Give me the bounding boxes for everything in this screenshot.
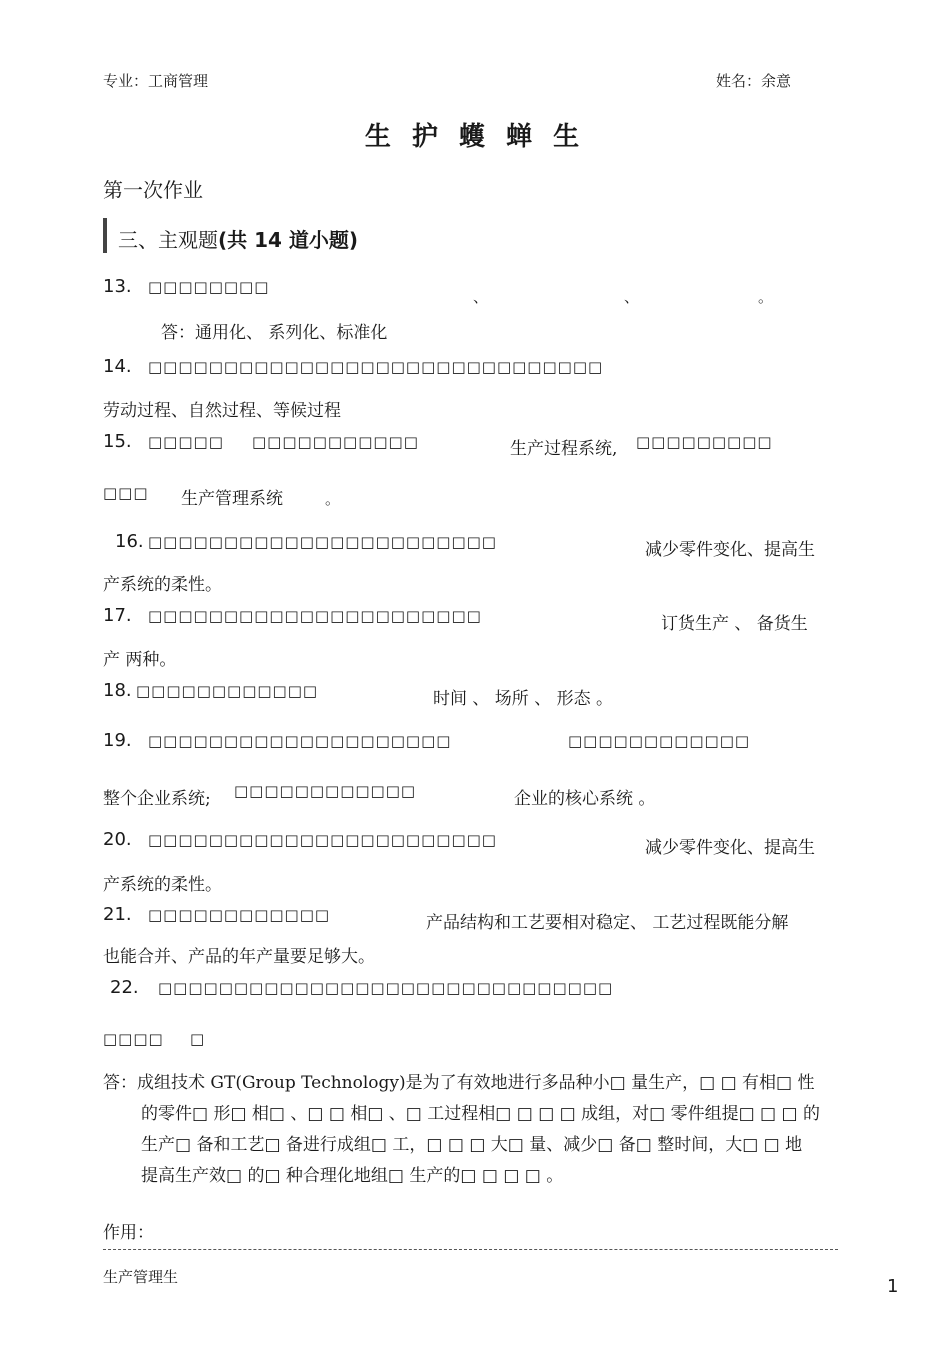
q20-answer-part2: 产系统的柔性。 — [103, 875, 222, 895]
q19-answer1: 整个企业系统; — [103, 789, 211, 809]
q13-sep2: 、 — [624, 288, 640, 306]
q15-end: 。 — [325, 490, 341, 508]
q16-answer-part1: 减少零件变化、提高生 — [645, 540, 815, 560]
q22-answer — [103, 1068, 838, 1192]
q13-end: 。 — [758, 288, 774, 306]
q14-number: 14. — [103, 356, 132, 377]
q13-sep1: 、 — [473, 288, 489, 306]
q21-answer-part2: 也能合并、产品的年产量要足够大。 — [103, 947, 375, 967]
q16-question: □□□□□□□□□□□□□□□□□□□□□□□ — [148, 533, 497, 551]
q15-answer1: 生产过程系统, — [510, 439, 618, 459]
q15-question-part2: □□□□□□□□□□□ — [252, 433, 419, 451]
q22-answer-line4: 提高生产效□ 的□ 种合理化地组□ 生产的□ □ □ □ 。 — [141, 1166, 564, 1186]
q21-question: □□□□□□□□□□□□ — [148, 906, 331, 924]
major-label: 专业：工商管理 — [103, 72, 209, 90]
q22-answer-line2: 的零件□ 形□ 相□ 、□ □ 相□ 、□ 工过程相□ □ □ □ 成组，对□ 零件组提□ □ □ 的 — [141, 1104, 820, 1124]
q16-answer-part2: 产系统的柔性。 — [103, 575, 222, 595]
footer-divider — [103, 1249, 838, 1250]
q14-question: □□□□□□□□□□□□□□□□□□□□□□□□□□□□□□ — [148, 358, 604, 376]
q13-number: 13. — [103, 276, 132, 297]
q19-number: 19. — [103, 730, 132, 751]
q20-question: □□□□□□□□□□□□□□□□□□□□□□□ — [148, 831, 497, 849]
student-name-label: 姓名：余意 — [716, 72, 792, 90]
page-title: 生 护 蠖 蝉 生 — [364, 122, 586, 152]
q14-answer: 劳动过程、自然过程、等候过程 — [103, 401, 341, 421]
q19-answer2: 企业的核心系统 。 — [514, 789, 656, 809]
q19-question-part1: □□□□□□□□□□□□□□□□□□□□ — [148, 732, 452, 750]
q17-question: □□□□□□□□□□□□□□□□□□□□□□ — [148, 607, 482, 625]
q13-question: □□□□□□□□ — [148, 278, 270, 296]
q18-number: 18. — [103, 680, 132, 701]
q20-number: 20. — [103, 829, 132, 850]
q19-question-part3: □□□□□□□□□□□□ — [234, 782, 417, 800]
footer-doc-name: 生产管理生 — [103, 1268, 179, 1286]
q22-answer-line1: 答：成组技术 GT(Group Technology)是为了有效地进行多品种小□ 量生产，□ □ 有相□ 性 — [103, 1073, 815, 1093]
q21-number: 21. — [103, 904, 132, 925]
q15-question-part1: □□□□□ — [148, 433, 224, 451]
homework-heading: 第一次作业 — [103, 178, 203, 202]
q13-answer: 答：通用化、 系列化、标准化 — [161, 323, 388, 343]
q15-answer2: 生产管理系统 — [181, 489, 283, 509]
section-heading-count: (共 14 道小题) — [218, 228, 359, 252]
section-bar — [103, 218, 107, 253]
q22-question-part2: □□□□ — [103, 1030, 164, 1048]
q19-question-part2: □□□□□□□□□□□□ — [568, 732, 751, 750]
q15-number: 15. — [103, 431, 132, 452]
q18-answer: 时间 、 场所 、 形态 。 — [433, 689, 614, 709]
page-number: 1 — [887, 1276, 899, 1297]
q22-question-part1: □□□□□□□□□□□□□□□□□□□□□□□□□□□□□□ — [158, 979, 614, 997]
q17-answer-part2: 产 两种。 — [103, 650, 177, 670]
q21-answer-part1: 产品结构和工艺要相对稳定、 工艺过程既能分解 — [426, 913, 789, 933]
q20-answer-part1: 减少零件变化、提高生 — [645, 838, 815, 858]
q22-number: 22. — [110, 977, 139, 998]
q15-question-part4: □□□ — [103, 484, 149, 502]
q17-answer-part1: 订货生产 、 备货生 — [661, 614, 808, 634]
q22-question-part3: □ — [190, 1030, 205, 1048]
effect-label: 作用： — [103, 1223, 154, 1243]
q15-question-part3: □□□□□□□□□ — [636, 433, 773, 451]
q18-question: □□□□□□□□□□□□ — [136, 682, 319, 700]
section-heading — [118, 224, 358, 253]
q16-number: 16. — [115, 531, 144, 552]
q22-answer-line3: 生产□ 备和工艺□ 备进行成组□ 工，□ □ □ 大□ 量、减少□ 备□ 整时间，大□ □ 地 — [141, 1135, 803, 1155]
q17-number: 17. — [103, 605, 132, 626]
section-heading-prefix: 三、主观题 — [118, 228, 218, 252]
